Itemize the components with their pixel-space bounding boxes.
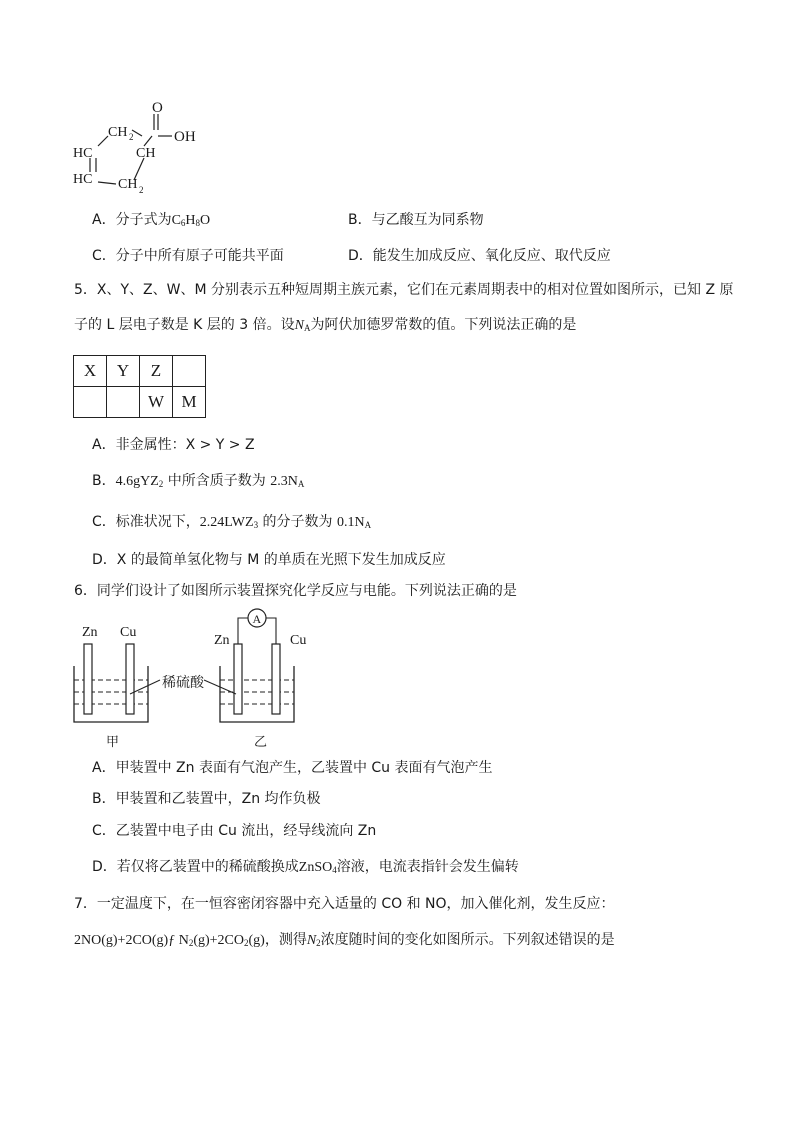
q7-equation-n2-sub: 2: [188, 938, 194, 948]
q7-stem-line1: 7．一定温度下，在一恒容密闭容器中充入适量的 CO 和 NO，加入催化剂，发生反应：: [74, 896, 615, 912]
q5-option-b-mass-sub: 2: [158, 479, 164, 489]
formula-c: C: [171, 213, 181, 228]
zn-label-yi: Zn: [214, 633, 230, 648]
q4-option-a-formula: [172, 213, 211, 228]
table-row: [74, 356, 206, 387]
q6-option-d-formula-sub: 4: [332, 865, 337, 875]
q5-option-b: [92, 472, 304, 493]
q6-stem: 6．同学们设计了如图所示装置探究化学反应与电能。下列说法正确的是: [74, 583, 517, 599]
formula-o: O: [200, 213, 211, 228]
q5-option-a: A．非金属性：X > Y > Z: [92, 437, 255, 453]
table-row: [74, 387, 206, 418]
q7-equation-left: 2NO(g)+2CO(g)ƒ N: [74, 933, 189, 948]
zn-label-jia: Zn: [82, 625, 98, 640]
q5-option-b-mid: 中所含质子数为: [163, 473, 271, 489]
q5-option-c-mid: 的分子数为: [258, 514, 337, 530]
q6-option-d-formula: ZnSO: [298, 860, 333, 875]
table-cell: [74, 387, 107, 418]
electrochemistry-apparatus-figure: [68, 604, 328, 754]
q6-option-c: C．乙装置中电子由 Cu 流出，经导线流向 Zn: [92, 823, 377, 839]
q7-n2-symbol: N: [306, 933, 317, 948]
q6-option-a: A．甲装置中 Zn 表面有气泡产生，乙装置中 Cu 表面有气泡产生: [92, 760, 493, 776]
q5-option-c-prefix: C．标准状况下，: [92, 514, 200, 530]
periodic-position-table: [73, 355, 206, 418]
zn-electrode-jia: [84, 644, 92, 714]
formula-h: H: [185, 213, 196, 228]
q5-option-c-value: 0.1N: [336, 515, 365, 530]
hydroxyl-label: OH: [174, 129, 196, 145]
q4-option-d: D．能发生加成反应、氧化反应、取代反应: [348, 248, 611, 264]
avogadro-sub: A: [303, 323, 311, 333]
ch-label: CH: [136, 146, 156, 161]
q4-option-a: [92, 211, 210, 232]
table-cell: [107, 387, 140, 418]
table-cell: W: [140, 387, 173, 418]
cyclopentene-carboxylic-acid-structure: [68, 96, 218, 200]
q5-option-c-vol-sub: 3: [253, 520, 259, 530]
q5-stem-line2-b: 为阿伏加德罗常数的值。下列说法正确的是: [310, 317, 577, 333]
q6-option-b: B．甲装置和乙装置中，Zn 均作负极: [92, 791, 321, 807]
q5-stem-line2: [74, 316, 576, 337]
hc-upper-label: HC: [73, 146, 93, 161]
q7-equation-mid: (g)+2CO: [193, 933, 244, 948]
q7-equation: [74, 933, 265, 948]
table-cell: X: [74, 356, 107, 387]
cu-label-yi: Cu: [290, 633, 307, 648]
q5-option-c: [92, 513, 371, 534]
q6-option-d-prefix: D．若仅将乙装置中的稀硫酸换成: [92, 859, 299, 875]
q5-option-b-value-sub: A: [297, 479, 305, 489]
q6-option-d: [92, 858, 519, 879]
formula-c-sub: 6: [180, 218, 186, 228]
q7-equation-end: (g): [248, 933, 265, 948]
cu-electrode-jia: [126, 644, 134, 714]
cu-electrode-yi: [272, 644, 280, 714]
yi-label: 乙: [254, 735, 268, 750]
table-cell: M: [173, 387, 206, 418]
ch2-bottom-sub: 2: [139, 185, 144, 195]
q5-option-b-mass: 4.6gYZ: [115, 474, 159, 489]
ch2-top-sub: 2: [129, 132, 134, 142]
q5-option-b-value: 2.3N: [270, 474, 298, 489]
q7-stem-line2-b: 浓度随时间的变化如图所示。下列叙述错误的是: [320, 932, 615, 948]
formula-h-sub: 8: [195, 218, 201, 228]
table-cell: [173, 356, 206, 387]
q5-stem-line1: 5．X、Y、Z、W、M 分别表示五种短周期主族元素，它们在元素周期表中的相对位置如图所示，已知 Z 原: [74, 282, 734, 298]
cu-label-jia: Cu: [120, 625, 137, 640]
oxygen-label: O: [152, 100, 163, 116]
q7-equation-co2-sub: 2: [244, 938, 249, 948]
zn-electrode-yi: [234, 644, 242, 714]
table-cell: Z: [140, 356, 173, 387]
table-cell: Y: [107, 356, 140, 387]
q4-option-b: B．与乙酸互为同系物: [348, 212, 484, 228]
q5-stem-line2-a: 子的 L 层电子数是 K 层的 3 倍。设: [74, 317, 295, 333]
ammeter-label: A: [252, 612, 262, 626]
hc-lower-label: HC: [73, 172, 93, 187]
jia-label: 甲: [106, 735, 120, 750]
ch2-top-label: CH: [108, 125, 128, 140]
q4-option-a-prefix: A．分子式为: [92, 212, 172, 228]
q5-option-b-prefix: B．: [92, 473, 116, 489]
avogadro-symbol: N: [294, 318, 304, 333]
q7-n2-sub: 2: [316, 938, 321, 948]
ch2-bottom-label: CH: [118, 177, 138, 192]
q7-stem-line2-a: ，测得: [264, 932, 307, 948]
acid-label: 稀硫酸: [162, 675, 204, 691]
q7-stem-line2: [74, 931, 615, 952]
q4-option-c: C．分子中所有原子可能共平面: [92, 248, 284, 264]
q5-option-d: D．X 的最简单氢化物与 M 的单质在光照下发生加成反应: [92, 552, 446, 568]
beaker-jia: [74, 644, 148, 722]
q5-option-c-value-sub: A: [364, 520, 372, 530]
q6-option-d-suffix: 溶液，电流表指针会发生偏转: [336, 859, 519, 875]
q5-option-c-vol: 2.24LWZ: [199, 515, 254, 530]
